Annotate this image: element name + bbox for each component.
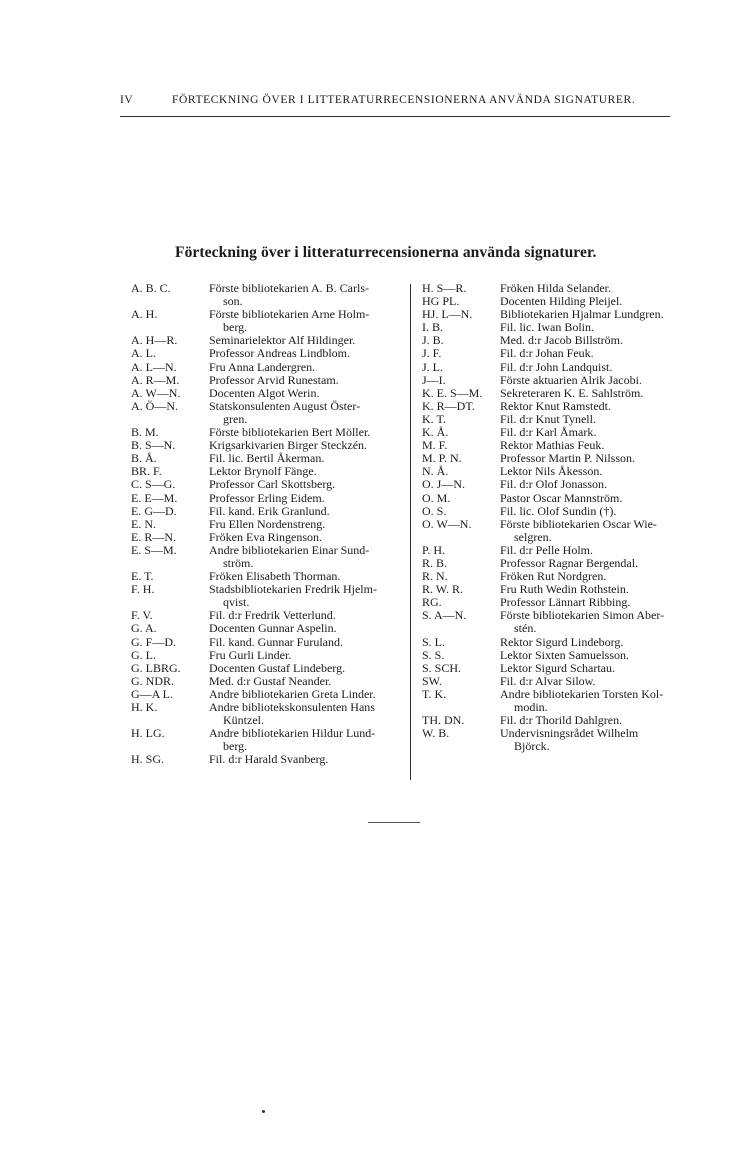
signature-abbreviation: E. E—M. bbox=[131, 490, 178, 505]
signature-name bbox=[500, 727, 700, 753]
signature-name-line: Lektor Nils Åkesson. bbox=[500, 464, 603, 479]
signature-abbreviation: E. R—N. bbox=[131, 529, 176, 544]
signature-name bbox=[500, 609, 700, 635]
signature-entry bbox=[131, 701, 411, 727]
signature-name-line: Förste aktuarien Alrik Jacobi. bbox=[500, 372, 642, 387]
signature-name-line: Professor Martin P. Nilsson. bbox=[500, 451, 636, 466]
signature-name-continuation: selgren. bbox=[514, 529, 552, 544]
signature-abbreviation: S. S. bbox=[422, 647, 445, 662]
signature-abbreviation: R. W. R. bbox=[422, 582, 464, 597]
signature-name-line: Docenten Algot Werin. bbox=[209, 385, 320, 400]
signature-list-left bbox=[131, 282, 411, 766]
signature-name-line: Pastor Oscar Mannström. bbox=[500, 490, 623, 505]
header-rule bbox=[120, 116, 670, 117]
signature-abbreviation: O. M. bbox=[422, 490, 451, 505]
signature-name-continuation: stén. bbox=[514, 621, 537, 636]
signature-entry bbox=[131, 583, 411, 609]
signature-abbreviation: A. L—N. bbox=[131, 359, 177, 374]
signature-name-continuation: berg. bbox=[223, 320, 248, 335]
signature-name-line: Professor Ragnar Bergendal. bbox=[500, 555, 639, 570]
signature-name-line: Med. d:r Gustaf Neander. bbox=[209, 673, 332, 688]
signature-name-continuation: Küntzel. bbox=[223, 713, 264, 728]
signature-name-line: Fil. d:r Karl Åmark. bbox=[500, 425, 597, 440]
signature-name-line: Fil. d:r Johan Feuk. bbox=[500, 346, 594, 361]
signature-name-line: Professor Arvid Runestam. bbox=[209, 372, 339, 387]
signature-name-line: Lektor Sixten Samuelsson. bbox=[500, 647, 629, 662]
signature-abbreviation: A. L. bbox=[131, 346, 156, 361]
signature-name-line: Andre bibliotekarien Torsten Kol- bbox=[500, 686, 664, 701]
page-title: Förteckning över i litteraturrecensionerna använda signaturer. bbox=[175, 244, 597, 261]
signature-name-line: Professor Andreas Lindblom. bbox=[209, 346, 350, 361]
signature-name-line: Fil. lic. Iwan Bolin. bbox=[500, 320, 594, 335]
signature-name-line: Fru Anna Landergren. bbox=[209, 359, 316, 374]
signature-abbreviation: J. F. bbox=[422, 346, 442, 361]
signature-name-line: Docenten Gustaf Lindeberg. bbox=[209, 660, 346, 675]
signature-name bbox=[209, 544, 405, 570]
signature-abbreviation: G. NDR. bbox=[131, 673, 175, 688]
signature-abbreviation: T. K. bbox=[422, 686, 447, 701]
signature-abbreviation: A. R—M. bbox=[131, 372, 180, 387]
signature-entry bbox=[131, 400, 411, 426]
end-rule bbox=[368, 822, 420, 823]
signature-entry bbox=[422, 518, 712, 544]
signature-name-line: Andre bibliotekskonsulenten Hans bbox=[209, 700, 375, 714]
signature-entry bbox=[131, 727, 411, 753]
signature-name-line: Stadsbibliotekarien Fredrik Hjelm- bbox=[209, 582, 377, 597]
signature-abbreviation: J—I. bbox=[422, 372, 446, 387]
signature-entry bbox=[131, 308, 411, 334]
signature-list-right bbox=[422, 282, 712, 753]
signature-name-line: Förste bibliotekarien Bert Möller. bbox=[209, 425, 371, 440]
signature-name-continuation: modin. bbox=[514, 700, 548, 714]
signature-abbreviation: A. H—R. bbox=[131, 333, 178, 348]
signature-abbreviation: B. Å. bbox=[131, 451, 157, 466]
signature-name bbox=[500, 518, 700, 544]
signature-name bbox=[209, 282, 405, 308]
signature-name-line: Andre bibliotekarien Greta Linder. bbox=[209, 686, 376, 701]
signature-entry bbox=[131, 544, 411, 570]
signature-abbreviation: G. L. bbox=[131, 647, 156, 662]
running-title: FÖRTECKNING ÖVER I LITTERATURRECENSIONERNA ANVÄNDA SIGNATURER. bbox=[172, 94, 636, 106]
signature-name-line: Fil. kand. Erik Granlund. bbox=[209, 503, 330, 518]
signature-name-line: Fil. d:r Pelle Holm. bbox=[500, 542, 593, 557]
signature-name-line: Andre bibliotekarien Einar Sund- bbox=[209, 542, 370, 557]
signature-abbreviation: G—A L. bbox=[131, 686, 173, 701]
signature-name bbox=[209, 308, 405, 334]
signature-abbreviation: W. B. bbox=[422, 726, 450, 741]
signature-abbreviation: H. LG. bbox=[131, 726, 165, 741]
signature-abbreviation: G. LBRG. bbox=[131, 660, 181, 675]
signature-abbreviation: M. P. N. bbox=[422, 451, 462, 466]
signature-name-line: Fröken Rut Nordgren. bbox=[500, 569, 607, 584]
signature-name bbox=[209, 701, 405, 727]
signature-name-line: Professor Erling Eidem. bbox=[209, 490, 325, 505]
signature-abbreviation: H. SG. bbox=[131, 752, 165, 767]
signature-name-line: Andre bibliotekarien Hildur Lund- bbox=[209, 726, 376, 741]
signature-name-line: Med. d:r Jacob Billström. bbox=[500, 333, 623, 348]
signature-name-line: Docenten Gunnar Aspelin. bbox=[209, 621, 337, 636]
signature-name bbox=[209, 753, 405, 766]
signature-abbreviation: J. L. bbox=[422, 359, 443, 374]
signature-abbreviation: TH. DN. bbox=[422, 713, 465, 728]
signature-abbreviation: N. Å. bbox=[422, 464, 449, 479]
signature-entry bbox=[422, 688, 712, 714]
signature-name-line: Förste bibliotekarien A. B. Carls- bbox=[209, 281, 369, 295]
signature-name-line: Fil. kand. Gunnar Furuland. bbox=[209, 634, 343, 649]
signature-name-line: Lektor Brynolf Fänge. bbox=[209, 464, 317, 479]
signature-abbreviation: B. M. bbox=[131, 425, 159, 440]
signature-name-continuation: ström. bbox=[223, 555, 254, 570]
signature-name-line: Fil. d:r Fredrik Vetterlund. bbox=[209, 608, 336, 623]
signature-abbreviation: E. N. bbox=[131, 516, 156, 531]
signature-abbreviation: BR. F. bbox=[131, 464, 162, 479]
signature-entry bbox=[131, 753, 411, 766]
page-number: IV bbox=[120, 94, 134, 106]
signature-abbreviation: I. B. bbox=[422, 320, 443, 335]
signature-name-line: Seminarielektor Alf Hildinger. bbox=[209, 333, 356, 348]
signature-abbreviation: J. B. bbox=[422, 333, 444, 348]
signature-name-line: Fru Gurli Linder. bbox=[209, 647, 292, 662]
signature-abbreviation: F. V. bbox=[131, 608, 153, 623]
signature-name-line: Fil. d:r Harald Svanberg. bbox=[209, 752, 329, 767]
signature-name-line: Rektor Mathias Feuk. bbox=[500, 438, 605, 453]
signature-name-line: Professor Lännart Ribbing. bbox=[500, 595, 631, 610]
signature-name-line: Fröken Eva Ringenson. bbox=[209, 529, 322, 544]
signature-name-line: Fil. d:r Thorild Dahlgren. bbox=[500, 713, 623, 728]
signature-abbreviation: S. SCH. bbox=[422, 660, 462, 675]
signature-abbreviation: HJ. L—N. bbox=[422, 307, 473, 322]
signature-abbreviation: RG. bbox=[422, 595, 442, 610]
signature-abbreviation: R. B. bbox=[422, 555, 448, 570]
signature-abbreviation: A. Ö—N. bbox=[131, 398, 178, 413]
signature-name-line: Fil. d:r John Landquist. bbox=[500, 359, 613, 374]
signature-name-continuation: qvist. bbox=[223, 595, 250, 610]
signature-abbreviation: K. E. S—M. bbox=[422, 385, 483, 400]
signature-name-line: Undervisningsrådet Wilhelm bbox=[500, 726, 639, 741]
signature-abbreviation: C. S—G. bbox=[131, 477, 176, 492]
signature-abbreviation: A. H. bbox=[131, 307, 158, 322]
signature-name-continuation: gren. bbox=[223, 411, 248, 426]
signature-name-line: Fröken Hilda Selander. bbox=[500, 281, 611, 295]
signature-abbreviation: A. W—N. bbox=[131, 385, 181, 400]
signature-name-line: Sekreteraren K. E. Sahlström. bbox=[500, 385, 644, 400]
signature-name-line: Fil. d:r Knut Tynell. bbox=[500, 411, 596, 426]
signature-abbreviation: M. F. bbox=[422, 438, 448, 453]
signature-name-line: Fil. d:r Alvar Silow. bbox=[500, 673, 596, 688]
signature-name-line: Fil. d:r Olof Jonasson. bbox=[500, 477, 608, 492]
signature-name-line: Fru Ruth Wedin Rothstein. bbox=[500, 582, 629, 597]
signature-name-line: Statskonsulenten August Öster- bbox=[209, 398, 361, 413]
signature-abbreviation: E. T. bbox=[131, 569, 154, 584]
signature-abbreviation: HG PL. bbox=[422, 294, 460, 309]
signature-abbreviation: E. G—D. bbox=[131, 503, 177, 518]
signature-abbreviation: F. H. bbox=[131, 582, 155, 597]
signature-abbreviation: P. H. bbox=[422, 542, 446, 557]
signature-abbreviation: E. S—M. bbox=[131, 542, 177, 557]
signature-name bbox=[209, 727, 405, 753]
signature-name-line: Fil. lic. Bertil Åkerman. bbox=[209, 451, 325, 466]
signature-name-line: Förste bibliotekarien Simon Aber- bbox=[500, 608, 665, 623]
signature-abbreviation: H. S—R. bbox=[422, 281, 467, 295]
signature-name-line: Rektor Sigurd Lindeborg. bbox=[500, 634, 624, 649]
signature-entry bbox=[422, 727, 712, 753]
signature-name-line: Docenten Hilding Pleijel. bbox=[500, 294, 623, 309]
signature-abbreviation: G. F—D. bbox=[131, 634, 177, 649]
signature-name-continuation: son. bbox=[223, 294, 243, 309]
column-divider bbox=[410, 284, 411, 780]
signature-abbreviation: R. N. bbox=[422, 569, 448, 584]
page-speck bbox=[262, 1110, 265, 1113]
signature-name-line: Förste bibliotekarien Arne Holm- bbox=[209, 307, 370, 322]
signature-name-line: Lektor Sigurd Schartau. bbox=[500, 660, 615, 675]
signature-name-line: Bibliotekarien Hjalmar Lundgren. bbox=[500, 307, 664, 322]
signature-abbreviation: O. W—N. bbox=[422, 516, 472, 531]
signature-name-line: Fröken Elisabeth Thorman. bbox=[209, 569, 341, 584]
signature-abbreviation: S. A—N. bbox=[422, 608, 467, 623]
signature-name bbox=[209, 400, 405, 426]
signature-name-line: Professor Carl Skottsberg. bbox=[209, 477, 336, 492]
signature-abbreviation: H. K. bbox=[131, 700, 158, 714]
signature-abbreviation: G. A. bbox=[131, 621, 157, 636]
signature-abbreviation: O. S. bbox=[422, 503, 447, 518]
signature-abbreviation: K. R—DT. bbox=[422, 398, 475, 413]
signature-abbreviation: K. T. bbox=[422, 411, 446, 426]
signature-abbreviation: S. L. bbox=[422, 634, 446, 649]
signature-name-line: Rektor Knut Ramstedt. bbox=[500, 398, 611, 413]
signature-entry bbox=[131, 282, 411, 308]
signature-name-line: Fru Ellen Nordenstreng. bbox=[209, 516, 326, 531]
signature-abbreviation: SW. bbox=[422, 673, 442, 688]
signature-name-continuation: Björck. bbox=[514, 739, 550, 754]
signature-name bbox=[209, 583, 405, 609]
signature-name-line: Fil. lic. Olof Sundin (†). bbox=[500, 503, 617, 518]
signature-abbreviation: K. Å. bbox=[422, 425, 449, 440]
signature-abbreviation: B. S—N. bbox=[131, 438, 176, 453]
signature-entry bbox=[422, 609, 712, 635]
signature-abbreviation: A. B. C. bbox=[131, 281, 171, 295]
signature-abbreviation: O. J—N. bbox=[422, 477, 466, 492]
signature-name-continuation: berg. bbox=[223, 739, 248, 754]
signature-name-line: Krigsarkivarien Birger Steckzén. bbox=[209, 438, 368, 453]
signature-name-line: Förste bibliotekarien Oscar Wie- bbox=[500, 516, 657, 531]
signature-name bbox=[500, 688, 700, 714]
